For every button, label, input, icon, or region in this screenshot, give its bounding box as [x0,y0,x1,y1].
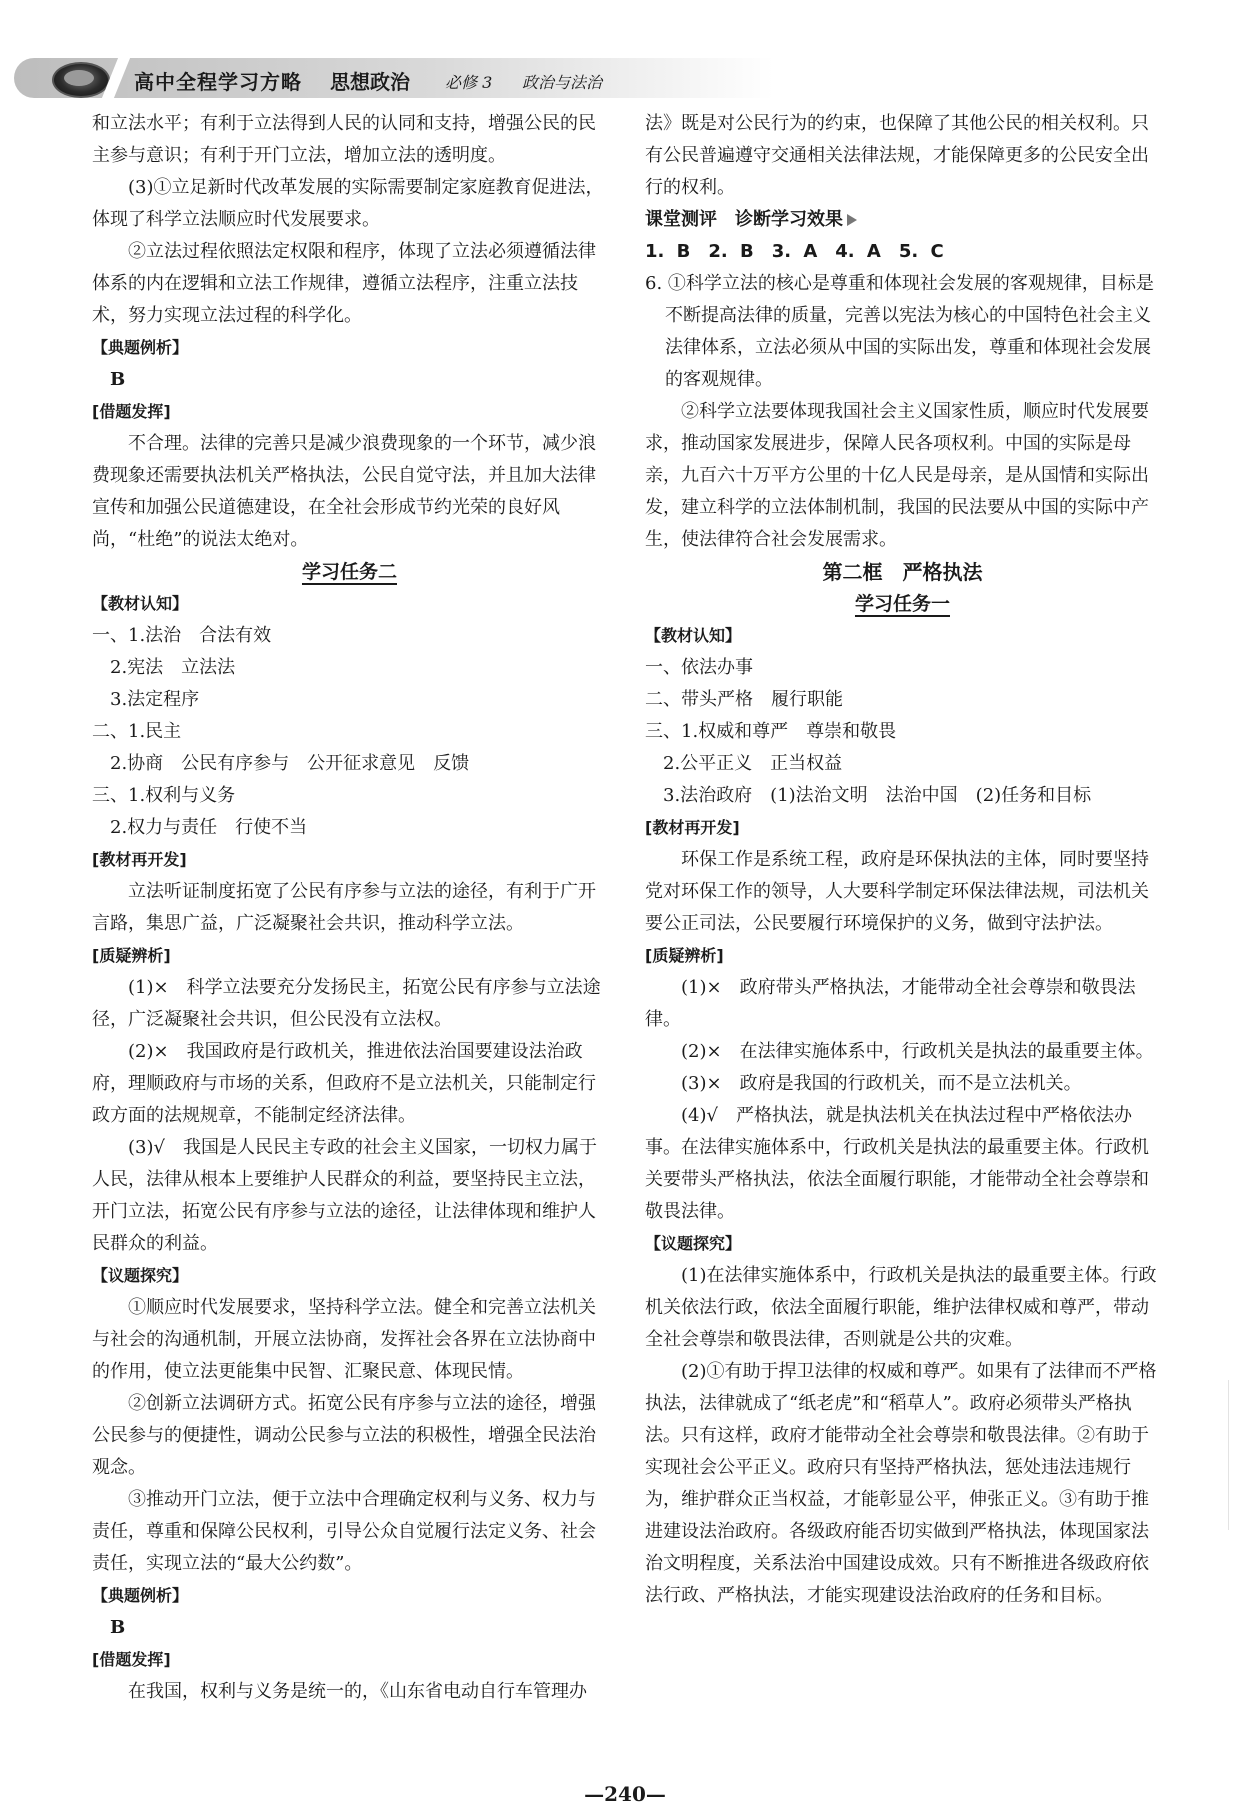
paragraph: 在我国，权利与义务是统一的，《山东省电动自行车管理办 [128,1681,587,1702]
paragraph: (2)①有助于捍卫法律的权威和尊严。如果有了法律而不严格执法，法律就成了“纸老虎”和“稻草人”。政府必须带头严格执法。只有这样，政府才能带动全社会尊崇和敬畏法律。②有助于实现社会公平正义。政府只有坚持严格执法，惩处违法违规行为，维护群众正当权益，才能彰显公平，伸张正义。③有助于推进建设法治政府。各级政府能否切实做到严格执法，体现国家法治文明程度，关系法治中国建设成效。只有不断推进各级政府依法行政、严格执法，才能实现建设法治政府的任务和目标。 [645,1361,1157,1606]
task-heading: 学习任务一 [854,593,950,615]
list-item: 3.法定程序 [110,689,200,710]
paragraph: (3)①立足新时代改革发展的实际需要制定家庭教育促进法，体现了科学立法顺应时代发展要求。 [92,177,604,230]
section-tag: 【议题探究】 [92,1266,189,1285]
paragraph: (3)√ 我国是人民民主专政的社会主义国家，一切权力属于人民，法律从根本上要维护人民群众的利益，要坚持民主立法，开门立法，拓宽公民有序参与立法的途径，让法律体现和维护人民群众的利益。 [92,1137,597,1254]
paragraph: 和立法水平；有利于立法得到人民的认同和支持，增强公民的民主参与意识；有利于开门立法，增加立法的透明度。 [92,113,596,166]
book-topic: 政治与法治 [522,73,603,92]
task-heading: 学习任务二 [301,561,397,583]
paragraph: (2)× 在法律实施体系中，行政机关是执法的最重要主体。 [681,1041,1154,1062]
section-tag: 【教材认知】 [92,594,189,613]
paragraph: 环保工作是系统工程，政府是环保执法的主体，同时要坚持党对环保工作的领导，人大要科学制定环保法律法规，司法机关要公正司法，公民要履行环境保护的义务，做到守法护法。 [645,849,1149,934]
list-item: 一、依法办事 [645,657,753,678]
paragraph: ②科学立法要体现我国社会主义国家性质，顺应时代发展要求，推动国家发展进步，保障人民各项权利。中国的实际是母亲，九百六十万平方公里的十亿人民是母亲，是从国情和实际出发，建立科学的立法体制机制，我国的民法要从中国的实际中产生，使法律符合社会发展需求。 [645,401,1149,550]
margin-rule [1228,1380,1229,1530]
list-item: 2.宪法 立法法 [110,657,236,678]
publisher-logo-inner [64,70,94,86]
list-item: 三、1.权威和尊严 尊崇和敬畏 [645,721,897,742]
paragraph: (3)× 政府是我国的行政机关，而不是立法机关。 [681,1073,1082,1094]
paragraph: (1)× 科学立法要充分发扬民主，拓宽公民有序参与立法途径，广泛凝聚社会共识，但公民没有立法权。 [92,977,601,1030]
section-tag: [质疑辨析] [645,946,724,965]
triangle-arrow-icon [847,214,857,226]
answer-letter: B [110,1617,126,1638]
paragraph: 立法听证制度拓宽了公民有序参与立法的途径，有利于广开言路，集思广益，广泛凝聚社会共识，推动科学立法。 [92,881,596,934]
list-item: 三、1.权利与义务 [92,785,236,806]
list-item: 二、1.民主 [92,721,182,742]
book-volume: 必修 3 [445,73,493,92]
section-tag: 【典题例析】 [92,1586,189,1605]
section-tag: 【议题探究】 [645,1234,742,1253]
paragraph: (1)× 政府带头严格执法，才能带动全社会尊崇和敬畏法律。 [645,977,1136,1030]
paragraph: (4)√ 严格执法，就是执法机关在执法过程中严格依法办事。在法律实施体系中，行政机关是执法的最重要主体。行政机关要带头严格执法，依法全面履行职能，才能带动全社会尊崇和敬畏法律。 [645,1105,1149,1222]
right-column [645,108,1160,1612]
list-item: 2.协商 公民有序参与 公开征求意见 反馈 [110,753,470,774]
paragraph: ②立法过程依照法定权限和程序，体现了立法必须遵循法律体系的内在逻辑和立法工作规律，遵循立法程序，注重立法技术，努力实现立法过程的科学化。 [92,241,596,326]
book-series-title: 高中全程学习方略 [134,70,302,94]
paragraph: ①顺应时代发展要求，坚持科学立法。健全和完善立法机关与社会的沟通机制，开展立法协商，发挥社会各界在立法协商中的作用，使立法更能集中民智、汇聚民意、体现民情。 [92,1297,596,1382]
left-column [92,108,607,1708]
paragraph: 不合理。法律的完善只是减少浪费现象的一个环节，减少浪费现象还需要执法机关严格执法，公民自觉守法，并且加大法律宣传和加强公民道德建设，在全社会形成节约光荣的良好风尚，“杜绝”的说法太绝对。 [92,433,596,550]
subject-title: 思想政治 [330,70,410,94]
answer-letter: B [110,369,126,390]
section-tag: 【典题例析】 [92,338,189,357]
page-number: —240— [584,1782,666,1806]
section-tag: 【教材认知】 [645,626,742,645]
paragraph: 法》既是对公民行为的约束，也保障了其他公民的相关权利。只有公民普遍遵守交通相关法律法规，才能保障更多的公民安全出行的权利。 [645,113,1149,198]
section-tag: [借题发挥] [92,402,171,421]
list-item: 2.权力与责任 行使不当 [110,817,308,838]
section-tag: [质疑辨析] [92,946,171,965]
paragraph: ③推动开门立法，便于立法中合理确定权利与义务、权力与责任，尊重和保障公民权利，引导公众自觉履行法定义务、社会责任，实现立法的“最大公约数”。 [92,1489,596,1574]
list-item: 二、带头严格 履行职能 [645,689,843,710]
paragraph: (2)× 我国政府是行政机关，推进依法治国要建设法治政府，理顺政府与市场的关系，但政府不是立法机关，只能制定行政方面的法规规章，不能制定经济法律。 [92,1041,596,1126]
paragraph: 6. ①科学立法的核心是尊重和体现社会发展的客观规律，目标是不断提高法律的质量，完善以宪法为核心的中国特色社会主义法律体系，立法必须从中国的实际出发，尊重和体现社会发展的客观规律。 [645,273,1154,390]
section-tag: [借题发挥] [92,1650,171,1669]
answer-key: 1. B 2. B 3. A 4. A 5. C [645,241,944,262]
list-item: 2.公平正义 正当权益 [663,753,843,774]
list-item: 一、1.法治 合法有效 [92,625,272,646]
section-heading-classroom-test: 课堂测评 诊断学习效果 [645,204,1160,236]
chapter-heading: 第二框 严格执法 [822,560,983,584]
paragraph: ②创新立法调研方式。拓宽公民有序参与立法的途径，增强公民参与的便捷性，调动公民参与立法的积极性，增强全民法治观念。 [92,1393,596,1478]
list-item: 3.法治政府 (1)法治文明 法治中国 (2)任务和目标 [663,785,1092,806]
section-tag: [教材再开发] [92,850,187,869]
section-tag: [教材再开发] [645,818,740,837]
paragraph: (1)在法律实施体系中，行政机关是执法的最重要主体。行政机关依法行政，依法全面履行职能，维护法律权威和尊严，带动全社会尊崇和敬畏法律，否则就是公共的灾难。 [645,1265,1157,1350]
